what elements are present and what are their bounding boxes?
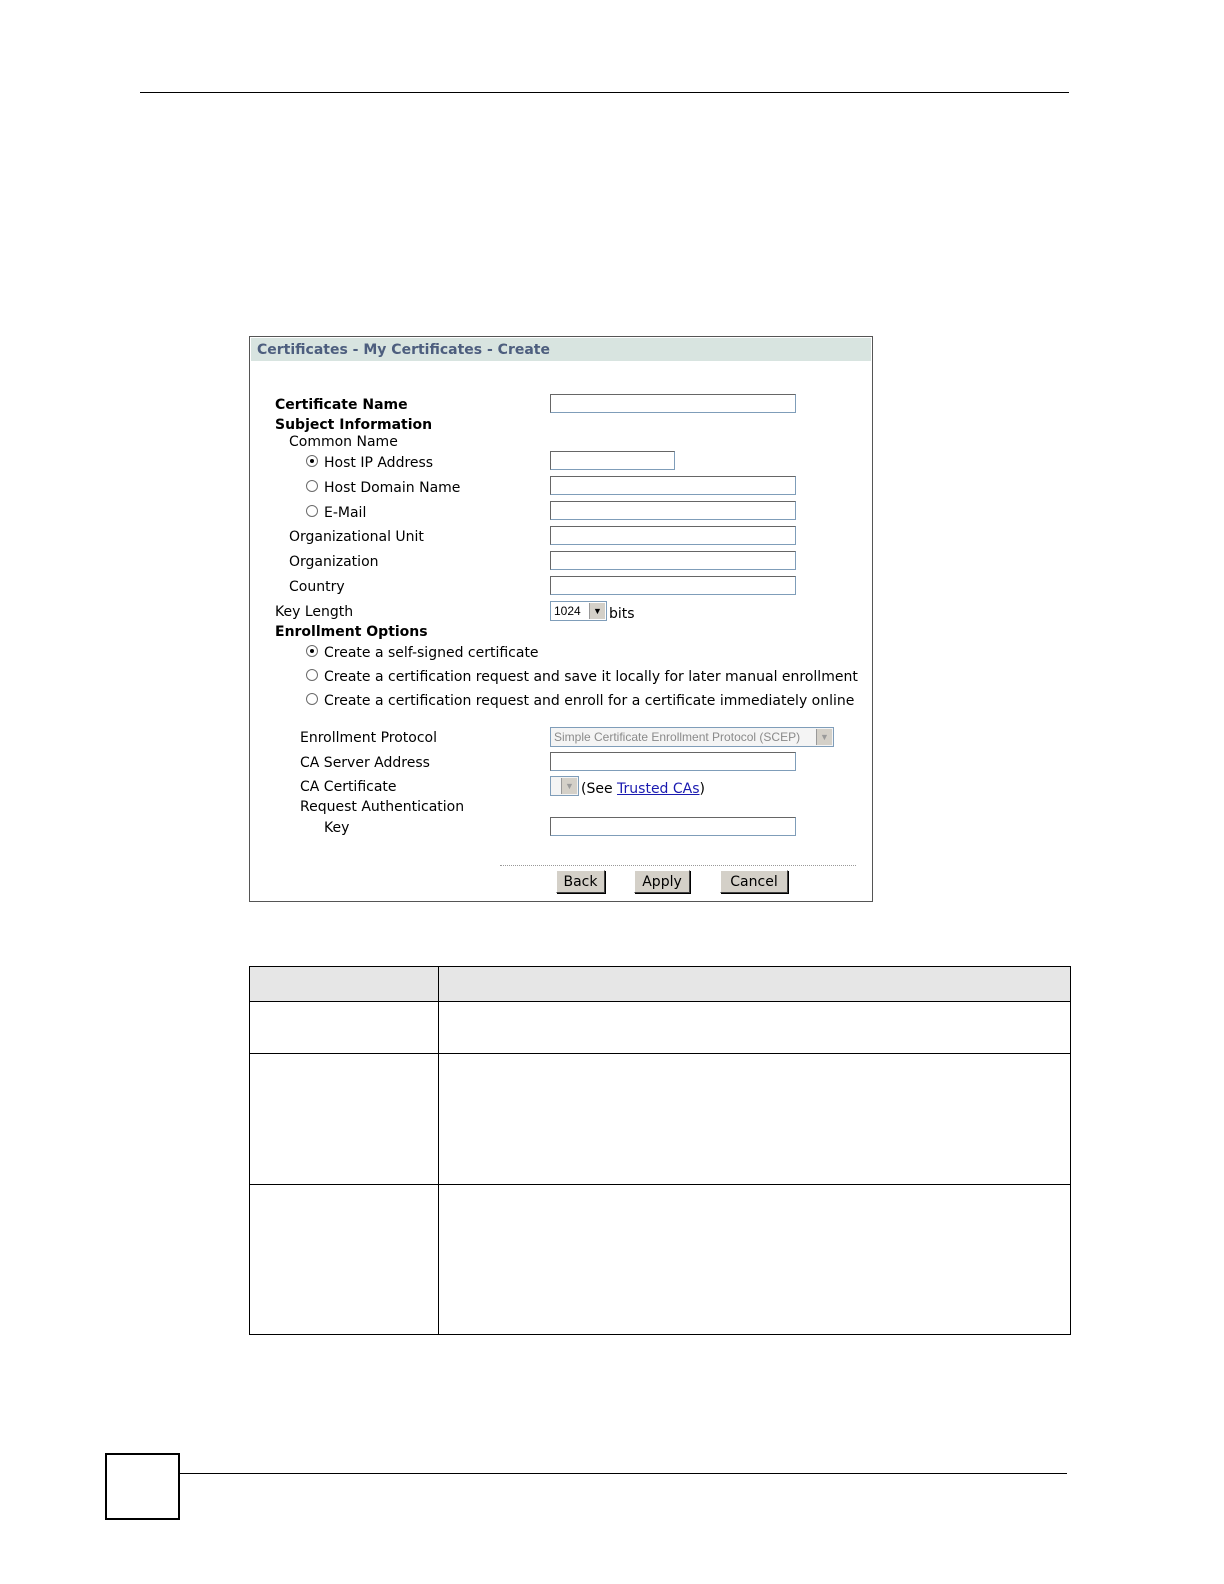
chevron-down-icon: ▼ <box>561 778 577 794</box>
host-ip-label: Host IP Address <box>324 455 434 471</box>
host-domain-input[interactable] <box>550 476 796 495</box>
key-length-select[interactable] <box>550 601 607 621</box>
enrollment-protocol-value: Simple Certificate Enrollment Protocol (SCEP) <box>554 730 801 744</box>
subject-information-heading: Subject Information <box>275 417 433 433</box>
screen-title: Certificates - My Certificates - Create <box>251 338 871 361</box>
organization-label: Organization <box>289 554 379 570</box>
enroll-online-radio[interactable] <box>306 693 318 705</box>
save-locally-label: Create a certification request and save it locally for later manual enrollment <box>324 669 858 685</box>
enrollment-options-heading: Enrollment Options <box>275 624 428 640</box>
host-ip-input[interactable] <box>550 451 675 470</box>
field-description-table <box>249 966 1071 1335</box>
back-button[interactable]: Back <box>556 870 605 893</box>
page-number-box <box>105 1453 180 1520</box>
chevron-down-icon: ▼ <box>816 729 832 745</box>
host-domain-label: Host Domain Name <box>324 480 461 496</box>
ca-certificate-label: CA Certificate <box>300 779 397 795</box>
ca-certificate-select[interactable] <box>550 776 579 796</box>
request-authentication-label: Request Authentication <box>300 799 465 815</box>
country-input[interactable] <box>550 576 796 595</box>
key-input[interactable] <box>550 817 796 836</box>
org-unit-input[interactable] <box>550 526 796 545</box>
email-input[interactable] <box>550 501 796 520</box>
table-header <box>250 967 1070 1002</box>
org-unit-label: Organizational Unit <box>289 529 424 545</box>
certificate-create-screen <box>249 336 873 902</box>
certificate-name-label: Certificate Name <box>275 397 408 413</box>
bits-label: bits <box>609 606 635 622</box>
organization-input[interactable] <box>550 551 796 570</box>
ca-server-address-label: CA Server Address <box>300 755 430 771</box>
certificate-name-input[interactable] <box>550 394 796 413</box>
email-radio[interactable] <box>306 505 318 517</box>
row-divider <box>250 1053 1070 1054</box>
trusted-cas-link[interactable]: Trusted CAs <box>617 781 700 797</box>
header-rule <box>140 92 1069 93</box>
ca-server-address-input[interactable] <box>550 752 796 771</box>
enroll-online-label: Create a certification request and enroll for a certificate immediately online <box>324 693 855 709</box>
self-signed-radio[interactable] <box>306 645 318 657</box>
country-label: Country <box>289 579 345 595</box>
row-divider <box>250 1184 1070 1185</box>
self-signed-label: Create a self-signed certificate <box>324 645 539 661</box>
button-divider <box>500 865 856 866</box>
key-length-value: 1024 <box>554 604 581 618</box>
host-ip-radio[interactable] <box>306 455 318 467</box>
common-name-label: Common Name <box>289 434 398 450</box>
email-label: E-Mail <box>324 505 367 521</box>
save-locally-radio[interactable] <box>306 669 318 681</box>
chevron-down-icon: ▼ <box>589 603 605 619</box>
enrollment-protocol-label: Enrollment Protocol <box>300 730 437 746</box>
enrollment-protocol-select[interactable] <box>550 727 834 747</box>
see-prefix: (See <box>581 781 618 797</box>
see-suffix: ) <box>699 781 706 797</box>
key-length-label: Key Length <box>275 604 354 620</box>
cancel-button[interactable]: Cancel <box>720 870 788 893</box>
see-trusted-cas <box>581 781 705 797</box>
key-label: Key <box>324 820 350 836</box>
footer-rule <box>178 1473 1067 1474</box>
host-domain-radio[interactable] <box>306 480 318 492</box>
column-divider <box>438 967 439 1334</box>
apply-button[interactable]: Apply <box>634 870 690 893</box>
